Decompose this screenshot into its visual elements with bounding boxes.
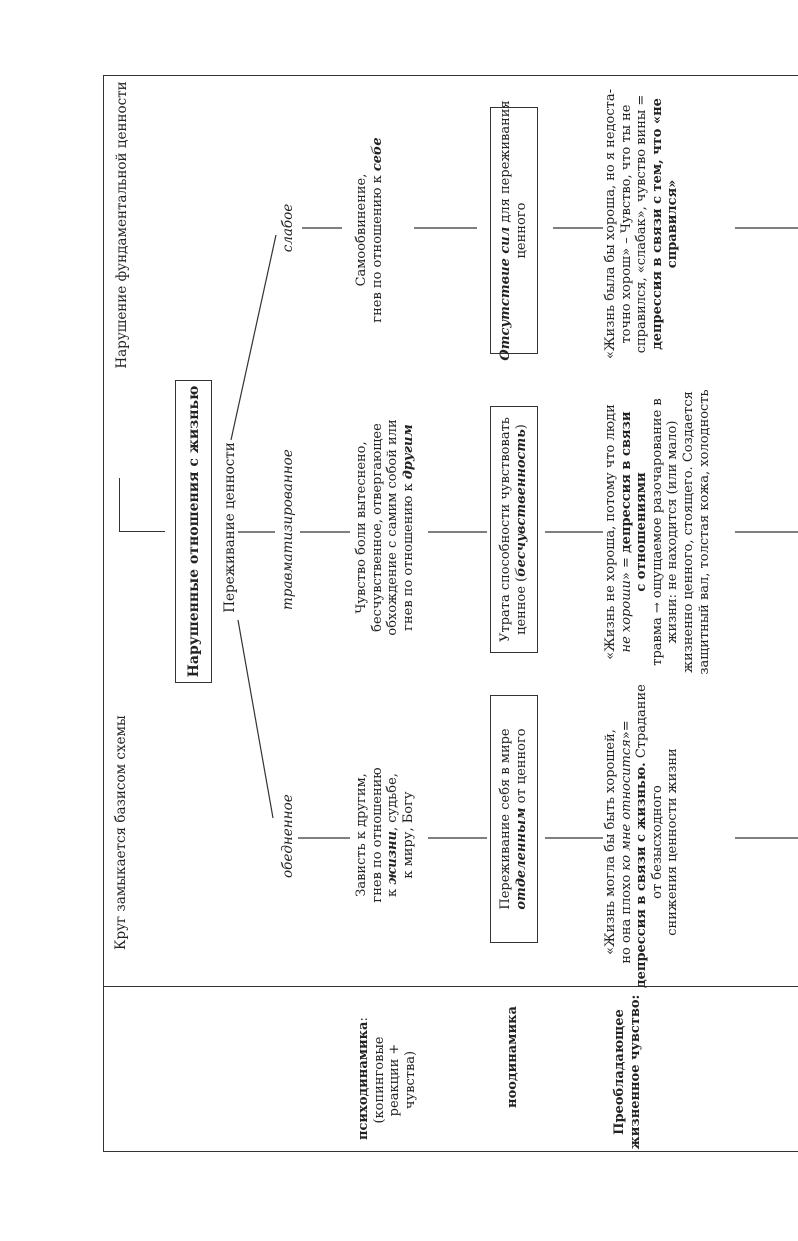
- psy-weak-text: Самообвинение, гнев по отношению к себе: [354, 137, 385, 323]
- experiencing-value-text: Переживание ценности: [222, 442, 238, 613]
- branch-label-traumatized: травматизированное: [280, 449, 296, 610]
- branch-line-weak: [231, 235, 276, 440]
- noodynamics-label: ноодинамика: [505, 1006, 520, 1108]
- psy-poor-text: Зависть к другим, гнев по отношению к жизни, судьбе, к миру, Богу: [354, 767, 416, 903]
- feeling-weak-text: «Жизнь была бы хороша, но я недоста- точно хорош» – Чувство, что ты не справился, «слабак», чувство вины = депрессия в связи с тем, что «не справился»: [603, 89, 681, 359]
- central-box: Нарушенные отношения с жизнью: [175, 380, 212, 683]
- psy-trauma-text: Чувство боли вытеснено, бесчувственное, отвергающее обхождение с самим собой или гнев по отношению к другим: [354, 419, 416, 636]
- fundamental-value-text: Нарушение фундаментальной ценности: [114, 81, 130, 369]
- branch-label-poor: обедненное: [280, 794, 296, 878]
- branch-line-poor: [238, 620, 273, 818]
- feeling-poor-text: «Жизнь могла бы быть хорошей, но она плохо ко мне относится»= депрессия в связи с жизнью. Страдание от безысходного снижения ценности жизни: [603, 684, 681, 988]
- noo-trauma-box: Утрата способности чувствовать ценное (бесчувственность): [490, 406, 538, 653]
- feeling-trauma-text: «Жизнь не хороша, потому что люди не хороши» = депрессия в связи с отношениями травма → ощущаемое разочарование в жизни: не находится (или мало) жизненно ценного, стоящего. Создается защитный вал, толстая кожа, холодность: [603, 389, 712, 675]
- circle-closes-text: Круг замыкается базисом схемы: [113, 715, 129, 950]
- noo-poor-box: Переживание себя в мире отделенным от ценного: [490, 695, 538, 943]
- psychodynamics-label: психодинамика: (копинговые реакции + чувства): [356, 1017, 418, 1140]
- feeling-label: Преобладающее жизненное чувство:: [612, 994, 643, 1150]
- branch-label-weak: слабое: [280, 203, 296, 253]
- noo-weak-box: Отсутствие сил для переживания ценного: [490, 107, 538, 354]
